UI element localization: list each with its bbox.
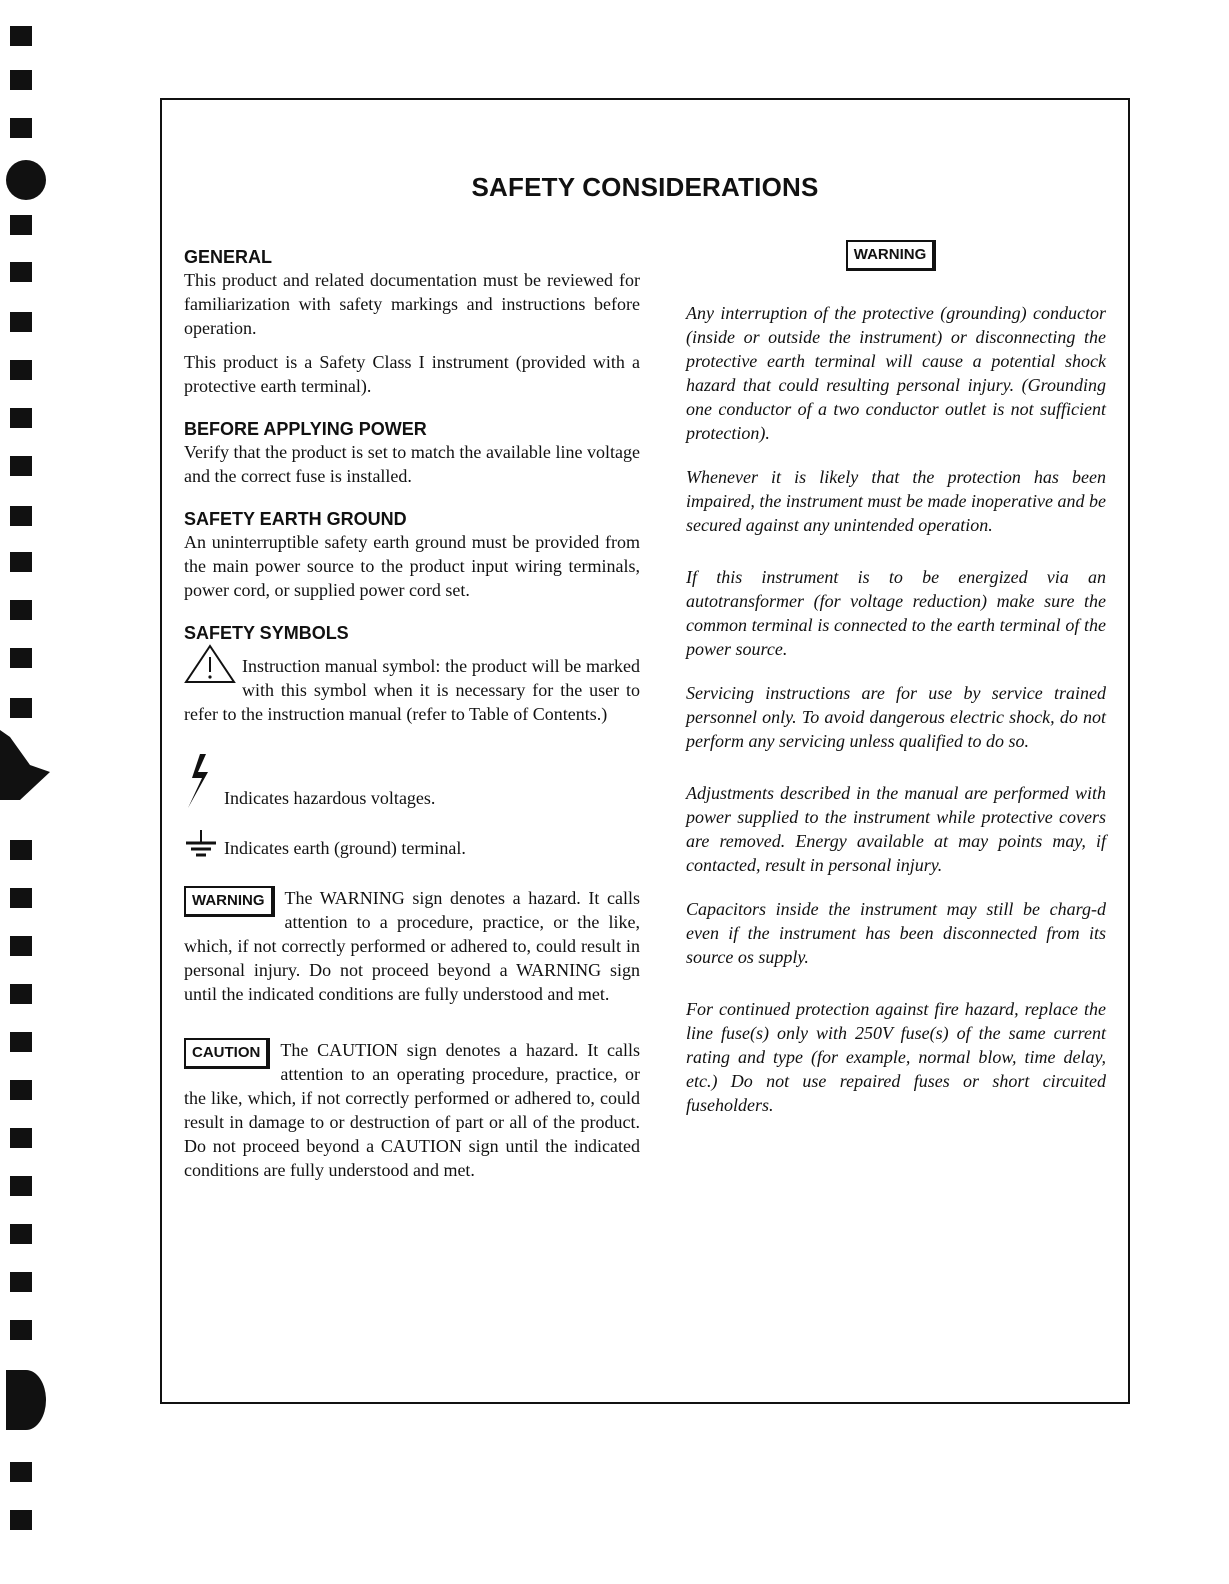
warning-sign-paragraph (184, 886, 640, 1006)
caution-triangle-icon (184, 644, 236, 684)
binder-hole (10, 262, 32, 282)
right-column (686, 240, 1106, 1117)
safety-earth-ground-heading: SAFETY EARTH GROUND (184, 509, 407, 529)
lightning-bolt-icon (184, 752, 212, 810)
binder-holes (0, 0, 40, 1584)
manual-symbol-paragraph (184, 654, 640, 726)
right-warning-header (676, 240, 1106, 271)
hazard-row (184, 752, 640, 810)
general-paragraph-2: This product is a Safety Class I instrument (provided with a protective earth terminal). (184, 352, 640, 396)
warning-paragraph-2: Whenever it is likely that the protection has been impaired, the instrument must be made inoperative and be secured against any unintended operation. (686, 467, 1106, 535)
general-heading: GENERAL (184, 247, 273, 267)
before-applying-power-paragraph: Verify that the product is set to match the available line voltage and the correct fuse is installed. (184, 442, 640, 486)
binder-hole (10, 1176, 32, 1196)
ground-row (184, 830, 640, 860)
binder-hole (10, 1224, 32, 1244)
warning-paragraph-5: Adjustments described in the manual are performed with power supplied to the instrument while protective covers are removed. Energy available at may points may, if contacted, result in personal injury. (686, 783, 1106, 875)
binder-hole (10, 1128, 32, 1148)
before-applying-power-heading: BEFORE APPLYING POWER (184, 419, 427, 439)
binder-hole (10, 552, 32, 572)
binder-hole (10, 1320, 32, 1340)
binder-hole (10, 312, 32, 332)
page-title: SAFETY CONSIDERATIONS (471, 172, 819, 202)
binder-hole (10, 648, 32, 668)
safety-symbols-heading: SAFETY SYMBOLS (184, 623, 349, 643)
binder-hole (10, 936, 32, 956)
binder-hole (10, 1510, 32, 1530)
binder-hole (10, 1272, 32, 1292)
binder-hole (10, 698, 32, 718)
binder-hole (10, 70, 32, 90)
warning-paragraph-4: Servicing instructions are for use by service trained personnel only. To avoid dangerous electric shock, do not perform any servicing unless qualified to do so. (686, 683, 1106, 751)
general-paragraph-1: This product and related documentation must be reviewed for familiarization with safety markings and instructions before operation. (184, 270, 640, 338)
left-column (184, 246, 640, 1182)
manual-symbol-text: Instruction manual symbol: the product will be marked with this symbol when it is necessary for the user to refer to the instruction manual (refer to Table of Contents.) (184, 656, 640, 724)
binder-hole (10, 506, 32, 526)
binder-hole (10, 984, 32, 1004)
caution-sign-paragraph (184, 1038, 640, 1182)
binder-blob (6, 160, 46, 200)
warning-paragraph-6: Capacitors inside the instrument may still be charg-d even if the instrument has been disconnected from its source os supply. (686, 899, 1106, 967)
binder-hole (10, 360, 32, 380)
binder-hole (10, 215, 32, 235)
binder-hole (10, 888, 32, 908)
binder-blob (6, 1370, 46, 1430)
warning-box-label: WARNING (184, 886, 275, 917)
binder-hole (10, 408, 32, 428)
warning-paragraph-1: Any interruption of the protective (grounding) conductor (inside or outside the instrument) or disconnecting the protective earth terminal will cause a potential shock hazard that could resulting personal injury. (Grounding one conductor of a two conductor outlet is not sufficient protection). (686, 303, 1106, 443)
right-warning-box-label: WARNING (846, 240, 937, 271)
binder-hole (10, 840, 32, 860)
binder-blob (0, 730, 50, 800)
binder-hole (10, 1032, 32, 1052)
warning-sign-text: The WARNING sign denotes a hazard. It calls attention to a procedure, practice, or the like, which, if not correctly performed or adhered to, could result in personal injury. Do not proceed beyond a WARNING sign until the indicated conditions are fully understood and met. (184, 888, 640, 1004)
binder-hole (10, 118, 32, 138)
binder-hole (10, 1462, 32, 1482)
ground-icon (184, 830, 218, 860)
caution-box-label: CAUTION (184, 1038, 270, 1069)
hazard-text: Indicates hazardous voltages. (224, 788, 436, 808)
caution-sign-text: The CAUTION sign denotes a hazard. It calls attention to an operating procedure, practice, or the like, which, if not correctly performed or adhered to, could result in damage to or destruction of part or all of the product. Do not proceed beyond a CAUTION sign until the indicated conditions are fully understood and met. (184, 1040, 640, 1180)
binder-hole (10, 600, 32, 620)
warning-paragraph-3: If this instrument is to be energized via an autotransformer (for voltage reduction) make sure the common terminal is connected to the earth terminal of the power source. (686, 567, 1106, 659)
ground-text: Indicates earth (ground) terminal. (224, 838, 466, 858)
warning-paragraph-7: For continued protection against fire hazard, replace the line fuse(s) only with 250V fuse(s) of the same current rating and type (for example, normal blow, time delay, etc.) Do not use repaired fuses or short circuited fuseholders. (686, 999, 1106, 1115)
binder-hole (10, 456, 32, 476)
binder-hole (10, 26, 32, 46)
binder-hole (10, 1080, 32, 1100)
page-frame (160, 98, 1130, 1404)
safety-earth-ground-paragraph: An uninterruptible safety earth ground must be provided from the main power source to the product input wiring terminals, power cord, or supplied power cord set. (184, 532, 640, 600)
